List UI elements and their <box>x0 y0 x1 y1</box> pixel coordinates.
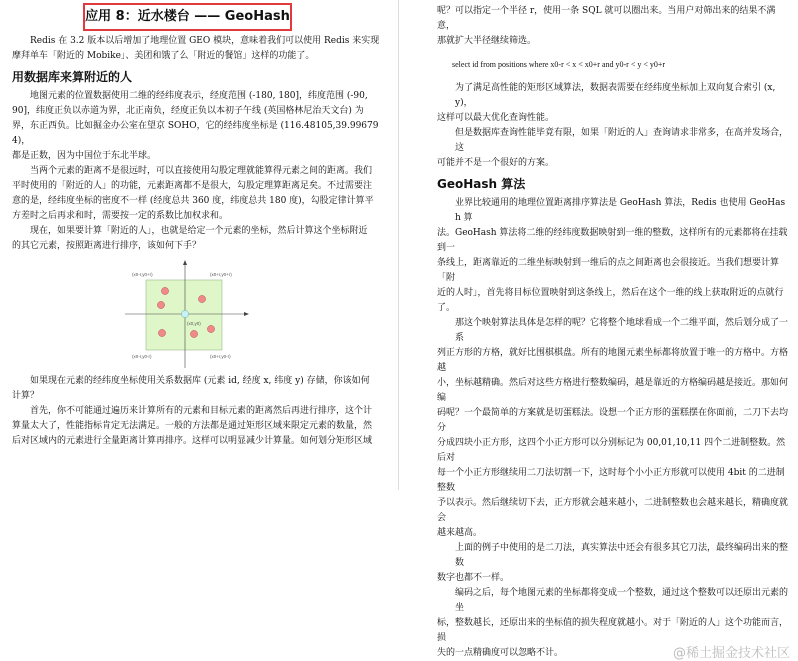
text-line: 为了满足高性能的矩形区域算法，数据表需要在经纬度坐标加上双向复合索引 (x, y)， <box>455 83 776 108</box>
y-axis-arrow-icon <box>183 260 187 265</box>
text-line: 平时使用的「附近的人」的功能，元素距离都不是很大，勾股定理算距离足矣。不过需要注 <box>12 181 373 191</box>
text-line: 90]，纬度正负以赤道为界，北正南负，经度正负以本初子午线 (英国格林尼治天文台) 为 <box>12 106 364 116</box>
point <box>157 301 164 308</box>
text-line: 标，整数越长，还原出来的坐标值的损失程度就越小。对于「附近的人」这个功能而言，损 <box>437 618 789 643</box>
text-line: 的其它元素，按照距离进行排序，该如何下手？ <box>12 241 202 251</box>
point <box>190 330 197 337</box>
watermark: @稀土掘金技术社区 <box>672 646 790 661</box>
center-point <box>181 310 188 317</box>
paragraph-group <box>12 89 380 254</box>
text-line: 业界比较通用的地理位置距离排序算法是 GeoHash 算法，Redis 也使用 GeoHash 算 <box>455 198 786 223</box>
top-paragraph <box>437 4 790 49</box>
text-line: 现在，如果要计算「附近的人」，也就是给定一个元素的坐标，然后计算这个坐标附近 <box>30 226 368 236</box>
text-line: 每一个小正方形继续用二刀法切割一下，这时每个小小正方形就可以使用 4bit 的二进制整数 <box>437 468 785 493</box>
paragraph <box>12 404 380 449</box>
rectangle-search-diagram <box>120 258 260 370</box>
text-line: 后对区域内的元素进行全量距离计算再排序。这样可以明显减少计算量。如何划分矩形区域 <box>12 436 373 446</box>
paragraph <box>12 224 380 254</box>
paragraph <box>437 316 790 541</box>
label-bottom-left: (x0-r,y0-r) <box>132 354 152 359</box>
label-top-left: (x0-r,y0+r) <box>132 272 153 277</box>
text-line: 首先，你不可能通过遍历来计算所有的元素和目标元素的距离然后再进行排序，这个计 <box>30 406 373 416</box>
text-line: 方差时之后再求和时，需要按一定的系数比加权求和。 <box>12 211 229 221</box>
label-top-right: (x0+r,y0+r) <box>210 272 232 277</box>
text-line: 那就扩大半径继续筛选。 <box>437 36 537 46</box>
text-line: Redis 在 3.2 版本以后增加了地理位置 GEO 模块，意味着我们可以使用 Redis 来实现 <box>30 36 380 46</box>
section-heading: GeoHash 算法 <box>437 177 526 191</box>
text-line: 意的是，经纬度坐标的密度不一样 (经度总共 360 度，纬度总共 180 度)，勾股定律计算平 <box>12 196 374 206</box>
intro-paragraph <box>12 34 380 64</box>
text-line: 都是正数，因为中国位于东北半球。 <box>12 151 157 161</box>
label-bottom-right: (x0+r,y0-r) <box>210 354 231 359</box>
text-line: 越来越高。 <box>437 528 483 538</box>
paragraph <box>12 374 380 404</box>
paragraph <box>437 196 790 316</box>
text-line: 失的一点精确度可以忽略不计。 <box>437 648 564 658</box>
point <box>158 329 165 336</box>
text-line: 予以表示。然后继续切下去，正方形就会越来越小，二进制整数也会越来越长，精确度就会 <box>437 498 789 523</box>
paragraph <box>12 164 380 224</box>
text-line: 算量太大了，性能指标肯定无法满足。一般的方法都是通过矩形区域来限定元素的数量，然 <box>12 421 373 431</box>
text-line: 可能并不是一个很好的方案。 <box>437 158 555 168</box>
label-center: (x0,y0) <box>187 321 201 326</box>
text-line: 那这个映射算法具体是怎样的呢？它将整个地球看成一个二维平面，然后划分成了一系 <box>455 318 789 343</box>
point <box>161 287 168 294</box>
x-axis-arrow-icon <box>244 312 249 316</box>
text-line: 界，东正西负。比如掘金办公室在望京 SOHO，它的经纬度坐标是 (116.48105,39.996794)， <box>12 121 379 146</box>
text-line: 编码之后，每个地图元素的坐标都将变成一个整数，通过这个整数可以还原出元素的坐 <box>455 588 789 613</box>
text-line: 近的人时」，首先将目标位置映射到这条线上，然后在这个一维的线上获取附近的点就行 <box>437 288 784 298</box>
paragraph-group-2 <box>12 374 380 449</box>
point <box>198 295 205 302</box>
paragraph <box>437 126 790 171</box>
sql-code: select id from positions where x0-r < x < x0+r and y0-r < y < y0+r <box>452 60 666 69</box>
text-line: 这样可以最大优化查询性能。 <box>437 113 555 123</box>
text-line: 当两个元素的距离不是很远时，可以直接使用勾股定理就能算得元素之间的距离。我们 <box>30 166 373 176</box>
paragraph <box>437 81 790 126</box>
paragraph <box>12 89 380 164</box>
paragraph-group-2 <box>437 196 790 661</box>
text-line: 分成四块小正方形，这四个小正方形可以分别标记为 00,01,10,11 四个二进制整数。然后对 <box>437 438 786 463</box>
paragraph <box>437 541 790 586</box>
section-heading: 用数据库来算附近的人 <box>12 70 133 84</box>
right-page <box>400 0 798 661</box>
text-line: 数字也都不一样。 <box>437 573 510 583</box>
text-line: 法。GeoHash 算法将二维的经纬度数据映射到一维的整数，这样所有的元素都将在挂载到一 <box>437 228 788 253</box>
text-line: 如果现在元素的经纬度坐标使用关系数据库 (元素 id, 经度 x, 纬度 y) 存储，你该如何 <box>30 376 370 386</box>
text-line: 条线上，距离靠近的二维坐标映射到一维后的点之间距离也会很接近。当我们想要计算「附 <box>437 258 780 283</box>
text-line: 小，坐标越精确。然后对这些方格进行整数编码，越是靠近的方格编码越是接近。那如何编 <box>437 378 789 403</box>
paragraph-group <box>437 81 790 171</box>
page-title: 应用 8：近水楼台 —— GeoHash <box>83 3 292 31</box>
text-line: 呢？可以指定一个半径 r，使用一条 SQL 就可以圈出来。当用户对筛出来的结果不满意， <box>437 6 776 31</box>
text-line: 了。 <box>437 303 456 313</box>
point <box>207 325 214 332</box>
text-line: 码呢？一个最简单的方案就是切蛋糕法。设想一个正方形的蛋糕摆在你面前，二刀下去均分 <box>437 408 789 433</box>
text-line: 地图元素的位置数据使用二维的经纬度表示，经度范围 (-180, 180]，纬度范围 (-90, <box>30 91 368 101</box>
text-line: 但是数据库查询性能毕竟有限，如果「附近的人」查询请求非常多，在高并发场合，这 <box>455 128 789 153</box>
text-line: 摩拜单车「附近的 Mobike」、美团和饿了么「附近的餐馆」这样的功能了。 <box>12 51 315 61</box>
text-line: 计算？ <box>12 391 40 401</box>
text-line: 上面的例子中使用的是二刀法，真实算法中还会有很多其它刀法，最终编码出来的整数 <box>455 543 789 568</box>
text-line: 列正方形的方格，就好比围棋棋盘。所有的地图元素坐标都将放置于唯一的方格中。方格越 <box>437 348 789 373</box>
left-page <box>0 0 399 490</box>
